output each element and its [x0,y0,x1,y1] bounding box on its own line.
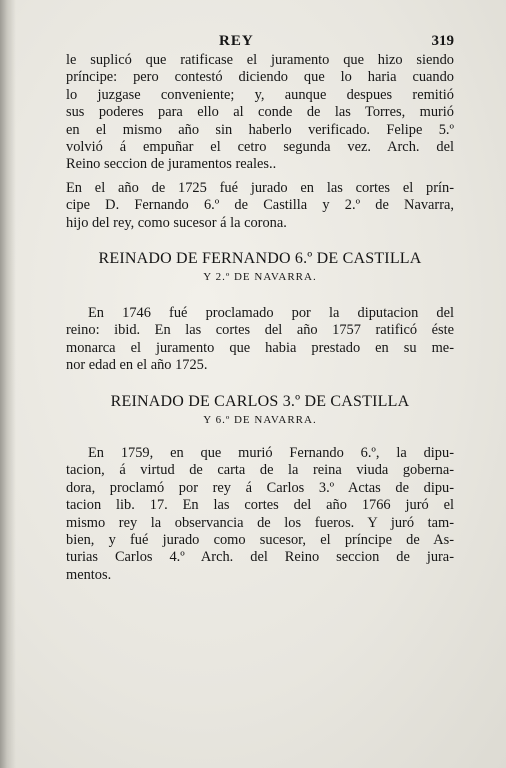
page-number: 319 [431,33,454,49]
section-title: REINADO DE CARLOS 3.º DE CASTILLA [110,393,410,410]
text-line: mentos. [66,566,112,583]
section-title: REINADO DE FERNANDO 6.º DE CASTILLA [98,250,422,267]
text-line: sus poderes para ello al conde de las Torres, murió [66,104,454,121]
text-line: monarca el juramento que habia prestado en su me- [66,339,454,356]
text-line: En 1759, en que murió Fernando 6.º, la dipu- [88,445,454,461]
text-line: le suplicó que ratificase el juramento que hizo siendo [66,52,454,68]
running-head [64,33,454,51]
text-line: reino: ibid. En las cortes del año 1757 ratificó éste [66,322,454,339]
section-heading-carlos [66,393,454,426]
section-heading-fernando [66,250,454,283]
text-line: Reino seccion de juramentos reales.. [66,156,277,173]
paragraph-continued [66,52,454,174]
text-line: lo juzgase conveniente; y, aunque despues remitió [66,86,454,103]
text-line: mismo rey la observancia de los fueros. Y juró tam- [66,514,454,531]
text-line: bien, y fué jurado como sucesor, el príncipe de As- [66,532,454,549]
running-head-title: REY [219,33,254,49]
book-spine-shadow [0,0,16,768]
text-line: volvió á empuñar el cetro segunda vez. Arch. del [66,139,454,156]
section-body-carlos [66,445,454,584]
text-line: cipe D. Fernando 6.º de Castilla y 2.º de Navarra, [66,197,454,214]
paragraph-jura-1725 [66,180,454,232]
text-line: turias Carlos 4.º Arch. del Reino seccion de jura- [66,549,454,566]
text-line: hijo del rey, como sucesor á la corona. [66,214,287,231]
section-subtitle: Y 6.º DE NAVARRA. [203,414,317,426]
text-line: príncipe: pero contestó diciendo que lo haria cuando [66,69,454,86]
text-line: tacion, á virtud de carta de la reina viuda goberna- [66,462,454,479]
text-line: nor edad en el año 1725. [66,357,208,374]
section-subtitle: Y 2.º DE NAVARRA. [203,271,317,283]
text-line: tacion lib. 17. En las cortes del año 1766 juró el [66,497,454,514]
section-body-fernando [66,305,454,375]
text-line: En el año de 1725 fué jurado en las cortes el prín- [66,180,454,196]
text-line: en el mismo año sin haberlo verificado. Felipe 5.º [66,121,454,138]
text-line: dora, proclamó por rey á Carlos 3.º Actas de dipu- [66,479,454,496]
text-line: En 1746 fué proclamado por la diputacion del [88,305,454,321]
